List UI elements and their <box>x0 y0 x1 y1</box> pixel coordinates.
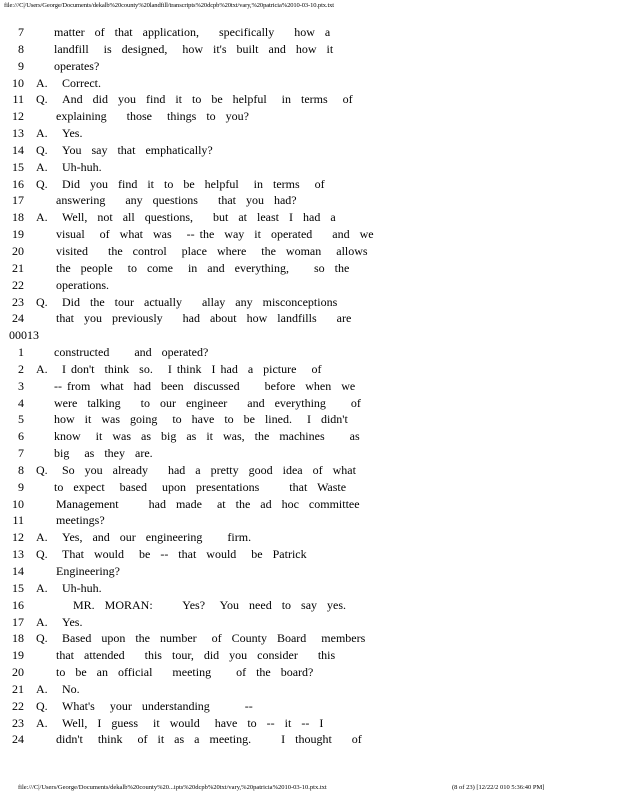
line-number: 19 <box>12 648 24 663</box>
transcript-line <box>0 395 618 412</box>
transcript-line <box>0 108 618 125</box>
line-number: 20 <box>12 243 24 258</box>
line-number: 15 <box>12 580 24 595</box>
line-text: Management had made at the ad hoc committee <box>56 496 360 511</box>
speaker-marker: A. <box>36 530 48 545</box>
line-number: 11 <box>12 92 24 107</box>
line-text: didn't think of it as a meeting. I thought of <box>56 732 362 747</box>
speaker-marker: A. <box>36 210 48 225</box>
transcript-line <box>0 681 618 698</box>
speaker-marker: A. <box>36 580 48 595</box>
transcript-line <box>0 91 618 108</box>
line-text: constructed and operated? <box>54 345 209 360</box>
line-number: 16 <box>12 597 24 612</box>
line-text: that attended this tour, did you consider this <box>56 648 336 663</box>
line-text: to be an official meeting of the board? <box>56 665 314 680</box>
transcript-line <box>0 378 618 395</box>
line-text: Did the tour actually allay any misconceptions <box>62 294 338 309</box>
transcript-line <box>0 294 618 311</box>
line-number: 12 <box>12 109 24 124</box>
transcript-line <box>0 176 618 193</box>
line-text: big as they are. <box>54 446 153 461</box>
line-number: 13 <box>12 547 24 562</box>
line-number: 7 <box>18 25 24 39</box>
transcript-line <box>0 630 618 647</box>
speaker-marker: Q. <box>36 547 48 562</box>
line-number: 18 <box>12 210 24 225</box>
transcript-line <box>0 209 618 226</box>
line-text: Yes, and our engineering firm. <box>62 530 252 545</box>
line-text: No. <box>62 681 80 696</box>
line-text: Did you find it to be helpful in terms of <box>62 176 325 191</box>
speaker-marker: A. <box>36 614 48 629</box>
line-number: 21 <box>12 681 24 696</box>
line-number: 17 <box>12 193 24 208</box>
line-number: 23 <box>12 294 24 309</box>
line-text: the people to come in and everything, so the <box>56 260 350 275</box>
transcript-line <box>0 546 618 563</box>
speaker-marker: A. <box>36 75 48 90</box>
transcript-line <box>0 462 618 479</box>
line-number: 3 <box>18 378 24 393</box>
line-text: how it was going to have to be lined. I didn't <box>54 412 348 427</box>
line-text: visual of what was -- the way it operated and we <box>56 227 374 242</box>
transcript-line <box>0 512 618 529</box>
line-text: I don't think so. I think I had a picture of <box>62 361 322 376</box>
file-path-footer: file:///C|/Users/George/Documents/dekalb%20county%20...ipts%20dcpb%20txt/vary,%20patricia%2010-03-10.ptx.txt <box>18 784 327 791</box>
speaker-marker: A. <box>36 361 48 376</box>
speaker-marker: Q. <box>36 631 48 646</box>
page-info-footer: (8 of 23) [12/22/2 010 5:36:40 PM] <box>452 784 545 791</box>
line-text: Uh-huh. <box>62 580 102 595</box>
transcript-line <box>0 24 618 41</box>
line-text: Well, I guess it would have to -- it -- I <box>62 715 324 730</box>
transcript-body <box>0 24 618 748</box>
line-text: -- from what had been discussed before when we <box>54 378 356 393</box>
line-number: 7 <box>18 446 24 461</box>
transcript-line <box>0 41 618 58</box>
line-text: Yes. <box>62 126 83 141</box>
page-number-marker: 00013 <box>9 328 39 343</box>
line-number: 10 <box>12 496 24 511</box>
line-number: 15 <box>12 159 24 174</box>
transcript-line <box>0 243 618 260</box>
line-text: Based upon the number of County Board members <box>62 631 366 646</box>
speaker-marker: Q. <box>36 698 48 713</box>
transcript-line <box>0 142 618 159</box>
line-text: to expect based upon presentations that Waste <box>54 479 347 494</box>
line-number: 13 <box>12 126 24 141</box>
transcript-line <box>0 327 618 344</box>
transcript-line <box>0 664 618 681</box>
transcript-line <box>0 597 618 614</box>
speaker-marker: A. <box>36 715 48 730</box>
line-text: What's your understanding -- <box>62 698 253 713</box>
transcript-line <box>0 563 618 580</box>
line-text: That would be -- that would be Patrick <box>62 547 307 562</box>
transcript-line <box>0 192 618 209</box>
line-number: 22 <box>12 277 24 292</box>
line-number: 9 <box>18 479 24 494</box>
line-text: Uh-huh. <box>62 159 102 174</box>
transcript-line <box>0 226 618 243</box>
line-number: 24 <box>12 732 24 747</box>
transcript-line <box>0 647 618 664</box>
speaker-marker: Q. <box>36 92 48 107</box>
line-text: Engineering? <box>56 564 120 578</box>
line-text: operates? <box>54 58 100 73</box>
line-number: 22 <box>12 698 24 713</box>
transcript-line <box>0 58 618 75</box>
transcript-line <box>0 496 618 513</box>
line-number: 23 <box>12 715 24 730</box>
line-number: 4 <box>18 395 24 410</box>
line-number: 1 <box>18 345 24 360</box>
line-number: 6 <box>18 429 24 444</box>
line-text: answering any questions that you had? <box>56 193 297 208</box>
line-number: 2 <box>18 361 24 376</box>
line-number: 12 <box>12 530 24 545</box>
speaker-marker: Q. <box>36 462 48 477</box>
transcript-line <box>0 731 618 748</box>
line-number: 20 <box>12 665 24 680</box>
line-text: know it was as big as it was, the machines as <box>54 429 360 444</box>
speaker-marker: A. <box>36 126 48 141</box>
line-number: 18 <box>12 631 24 646</box>
line-text: that you previously had about how landfills are <box>56 311 352 326</box>
transcript-line <box>0 310 618 327</box>
transcript-line <box>0 479 618 496</box>
line-number: 14 <box>12 142 24 157</box>
transcript-line <box>0 580 618 597</box>
transcript-line <box>0 428 618 445</box>
transcript-line <box>0 260 618 277</box>
line-text: Well, not all questions, but at least I had a <box>62 210 336 225</box>
line-number: 11 <box>12 513 24 528</box>
line-number: 10 <box>12 75 24 90</box>
transcript-line <box>0 159 618 176</box>
line-text: And did you find it to be helpful in terms of <box>62 92 353 107</box>
line-number: 9 <box>18 58 24 73</box>
speaker-marker: A. <box>36 681 48 696</box>
transcript-line <box>0 411 618 428</box>
line-text: You say that emphatically? <box>62 142 213 157</box>
line-text: matter of that application, specifically how a <box>54 25 331 39</box>
line-number: 19 <box>12 227 24 242</box>
transcript-line <box>0 698 618 715</box>
line-number: 17 <box>12 614 24 629</box>
line-number: 16 <box>12 176 24 191</box>
line-text: So you already had a pretty good idea of what <box>62 462 356 477</box>
line-text: Correct. <box>62 75 101 90</box>
line-text: meetings? <box>56 513 105 528</box>
line-number: 8 <box>18 462 24 477</box>
line-number: 24 <box>12 311 24 326</box>
transcript-line <box>0 445 618 462</box>
line-text: operations. <box>56 277 109 292</box>
line-number: 8 <box>18 41 24 56</box>
transcript-line <box>0 361 618 378</box>
line-text: Yes. <box>62 614 83 629</box>
line-number: 14 <box>12 564 24 578</box>
speaker-marker: A. <box>36 159 48 174</box>
transcript-line <box>0 125 618 142</box>
line-text: explaining those things to you? <box>56 109 249 124</box>
file-path-header: file:///C|/Users/George/Documents/dekalb%20county%20landfill/transcripts%20dcpb%20txt/vary,%20patricia%2010-03-10.ptx.txt <box>4 2 335 9</box>
line-text: visited the control place where the woman allows <box>56 243 368 258</box>
transcript-line <box>0 75 618 92</box>
line-text: landfill is designed, how it's built and how it <box>54 41 334 56</box>
line-text: MR. MORAN: Yes? You need to say yes. <box>73 597 347 612</box>
transcript-line <box>0 277 618 294</box>
speaker-marker: Q. <box>36 176 48 191</box>
transcript-line <box>0 614 618 631</box>
line-text: were talking to our engineer and everything of <box>54 395 361 410</box>
line-number: 21 <box>12 260 24 275</box>
transcript-line <box>0 344 618 361</box>
speaker-marker: Q. <box>36 294 48 309</box>
line-number: 5 <box>18 412 24 427</box>
transcript-line <box>0 529 618 546</box>
speaker-marker: Q. <box>36 142 48 157</box>
transcript-line <box>0 715 618 732</box>
